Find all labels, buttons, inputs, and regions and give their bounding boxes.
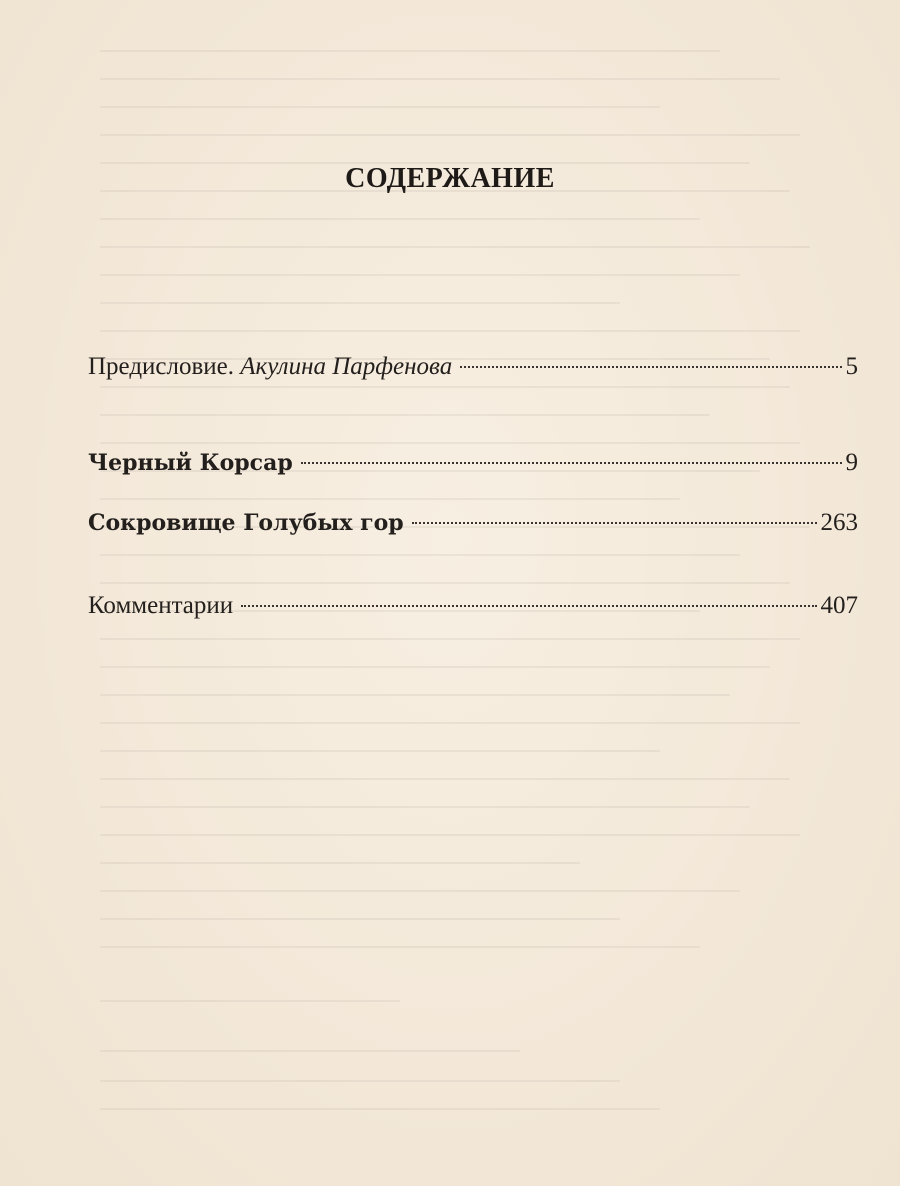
show-through-text: [40, 40, 860, 1140]
toc-entry[interactable]: [88, 352, 858, 382]
toc-entry-title-text: Предисловие.: [88, 353, 235, 380]
dot-leader: [301, 462, 842, 464]
dot-leader: [241, 605, 816, 607]
toc-page-number: 407: [820, 592, 858, 619]
toc-entry-title: Комментарии: [88, 592, 234, 619]
toc-entry-title: Черный Корсар: [88, 450, 293, 476]
toc-entry[interactable]: [88, 508, 858, 538]
toc-entry-author: Акулина Парфенова: [240, 353, 453, 380]
dot-leader: [412, 522, 817, 524]
toc-page-number: 5: [845, 353, 858, 380]
toc-page-number: 263: [820, 509, 858, 536]
toc-entry-title: [88, 352, 452, 382]
page-title: СОДЕРЖАНИЕ: [345, 163, 555, 194]
toc-entry-title: Сокровище Голубых гор: [88, 510, 404, 536]
dot-leader: [460, 366, 841, 368]
toc-entry[interactable]: [88, 448, 858, 478]
toc-page-number: 9: [845, 449, 858, 476]
toc-entry[interactable]: [88, 591, 858, 621]
